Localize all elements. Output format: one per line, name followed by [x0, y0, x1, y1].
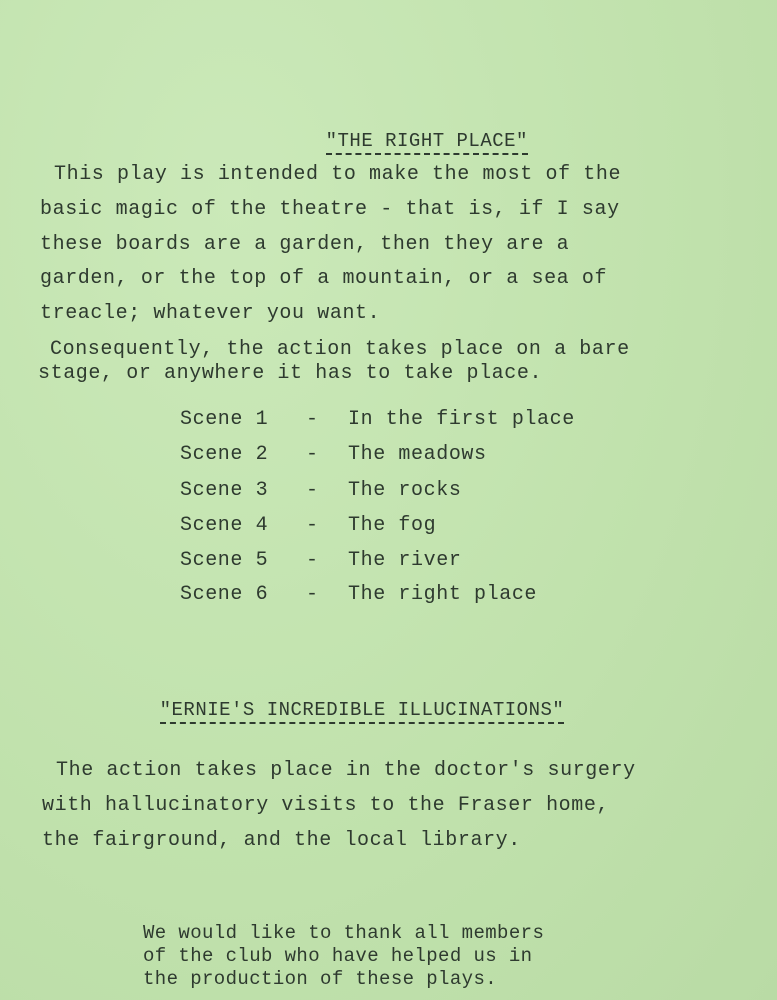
description-line: with hallucinatory visits to the Fraser home,: [42, 794, 610, 817]
acknowledgement-line: We would like to thank all members: [143, 922, 545, 944]
action-line: Consequently, the action takes place on a bare: [50, 338, 630, 361]
acknowledgement-line: the production of these plays.: [143, 968, 498, 990]
scene-dash: -: [306, 479, 319, 502]
acknowledgement-line: of the club who have helped us in: [143, 945, 533, 967]
scene-label: Scene 2: [180, 443, 269, 466]
intro-line: basic magic of the theatre - that is, if I say: [40, 198, 620, 221]
intro-line: these boards are a garden, then they are a: [40, 233, 570, 256]
scene-dash: -: [306, 583, 319, 606]
scene-label: Scene 4: [180, 514, 269, 537]
scene-name: The rocks: [348, 479, 462, 502]
action-line: stage, or anywhere it has to take place.: [38, 362, 543, 385]
scene-name: The right place: [348, 583, 538, 606]
play2-title-text: "ERNIE'S INCREDIBLE ILLUCINATIONS": [160, 699, 565, 724]
intro-line: This play is intended to make the most of the: [54, 163, 622, 186]
intro-line: garden, or the top of a mountain, or a sea of: [40, 267, 608, 290]
play1-title-text: "THE RIGHT PLACE": [326, 130, 528, 155]
scene-dash: -: [306, 514, 319, 537]
scene-label: Scene 5: [180, 549, 269, 572]
scene-name: In the first place: [348, 408, 575, 431]
description-line: The action takes place in the doctor's surgery: [56, 759, 636, 782]
scene-name: The river: [348, 549, 462, 572]
scene-label: Scene 1: [180, 408, 269, 431]
scene-label: Scene 3: [180, 479, 269, 502]
scene-name: The fog: [348, 514, 437, 537]
intro-line: treacle; whatever you want.: [40, 302, 381, 325]
scene-label: Scene 6: [180, 583, 269, 606]
play2-title: [112, 677, 564, 743]
description-line: the fairground, and the local library.: [42, 829, 521, 852]
scene-name: The meadows: [348, 443, 487, 466]
scene-dash: -: [306, 549, 319, 572]
scene-dash: -: [306, 408, 319, 431]
scene-dash: -: [306, 443, 319, 466]
